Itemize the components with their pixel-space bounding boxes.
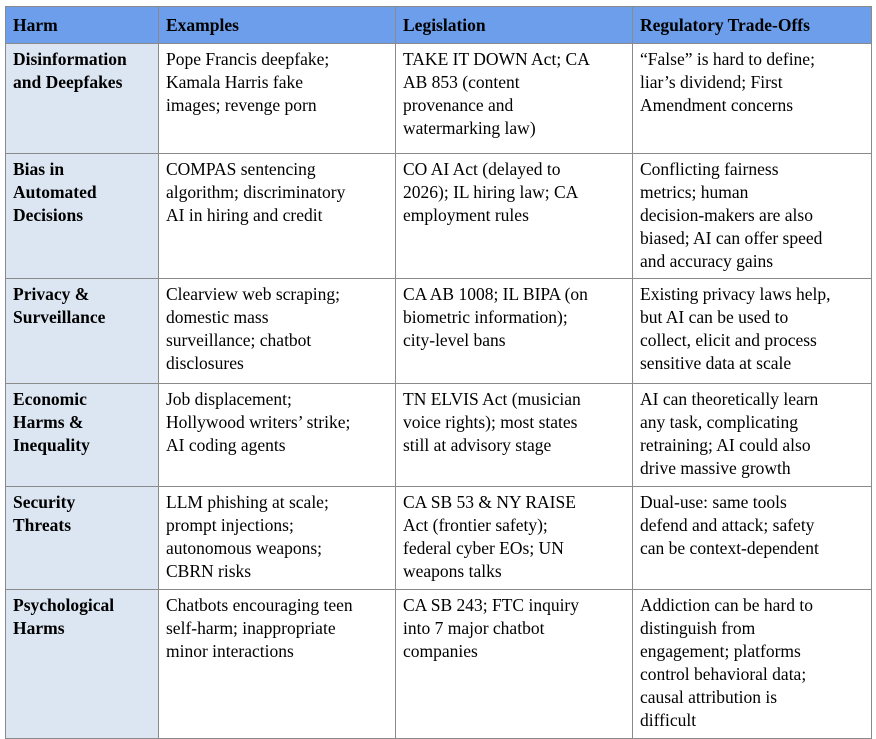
table-row xyxy=(6,590,872,739)
harm-cell: Privacy & Surveillance xyxy=(6,279,159,384)
harm-cell: Bias in Automated Decisions xyxy=(6,154,159,279)
header-row xyxy=(6,7,872,44)
legislation-cell: CA SB 53 & NY RAISE Act (frontier safety); federal cyber EOs; UN weapons talks xyxy=(396,487,633,590)
examples-cell: LLM phishing at scale; prompt injections; autonomous weapons; CBRN risks xyxy=(159,487,396,590)
tradeoffs-cell: “False” is hard to define; liar’s dividend; First Amendment concerns xyxy=(633,44,872,154)
table-row xyxy=(6,487,872,590)
examples-cell: COMPAS sentencing algorithm; discriminatory AI in hiring and credit xyxy=(159,154,396,279)
examples-cell: Chatbots encouraging teen self-harm; inappropriate minor interactions xyxy=(159,590,396,739)
table-row xyxy=(6,44,872,154)
examples-cell: Clearview web scraping; domestic mass surveillance; chatbot disclosures xyxy=(159,279,396,384)
tradeoffs-cell: AI can theoretically learn any task, complicating retraining; AI could also drive massive growth xyxy=(633,384,872,487)
legislation-cell: TN ELVIS Act (musician voice rights); most states still at advisory stage xyxy=(396,384,633,487)
header-legislation: Legislation xyxy=(396,7,633,44)
table-row xyxy=(6,279,872,384)
harm-cell: Psychological Harms xyxy=(6,590,159,739)
table-body xyxy=(6,44,872,739)
header-tradeoffs: Regulatory Trade-Offs xyxy=(633,7,872,44)
header-harm: Harm xyxy=(6,7,159,44)
harm-cell: Economic Harms & Inequality xyxy=(6,384,159,487)
legislation-cell: TAKE IT DOWN Act; CA AB 853 (content provenance and watermarking law) xyxy=(396,44,633,154)
legislation-cell: CO AI Act (delayed to 2026); IL hiring law; CA employment rules xyxy=(396,154,633,279)
harm-cell: Security Threats xyxy=(6,487,159,590)
table-row xyxy=(6,154,872,279)
harms-table xyxy=(5,6,872,739)
tradeoffs-cell: Addiction can be hard to distinguish from engagement; platforms control behavioral data; causal attribution is difficult xyxy=(633,590,872,739)
harm-cell: Disinformation and Deepfakes xyxy=(6,44,159,154)
tradeoffs-cell: Dual-use: same tools defend and attack; safety can be context-dependent xyxy=(633,487,872,590)
tradeoffs-cell: Existing privacy laws help, but AI can be used to collect, elicit and process sensitive data at scale xyxy=(633,279,872,384)
table-header xyxy=(6,7,872,44)
examples-cell: Pope Francis deepfake; Kamala Harris fake images; revenge porn xyxy=(159,44,396,154)
legislation-cell: CA AB 1008; IL BIPA (on biometric information); city-level bans xyxy=(396,279,633,384)
examples-cell: Job displacement; Hollywood writers’ strike; AI coding agents xyxy=(159,384,396,487)
legislation-cell: CA SB 243; FTC inquiry into 7 major chatbot companies xyxy=(396,590,633,739)
tradeoffs-cell: Conflicting fairness metrics; human decision-makers are also biased; AI can offer speed and accuracy gains xyxy=(633,154,872,279)
header-examples: Examples xyxy=(159,7,396,44)
table-row xyxy=(6,384,872,487)
